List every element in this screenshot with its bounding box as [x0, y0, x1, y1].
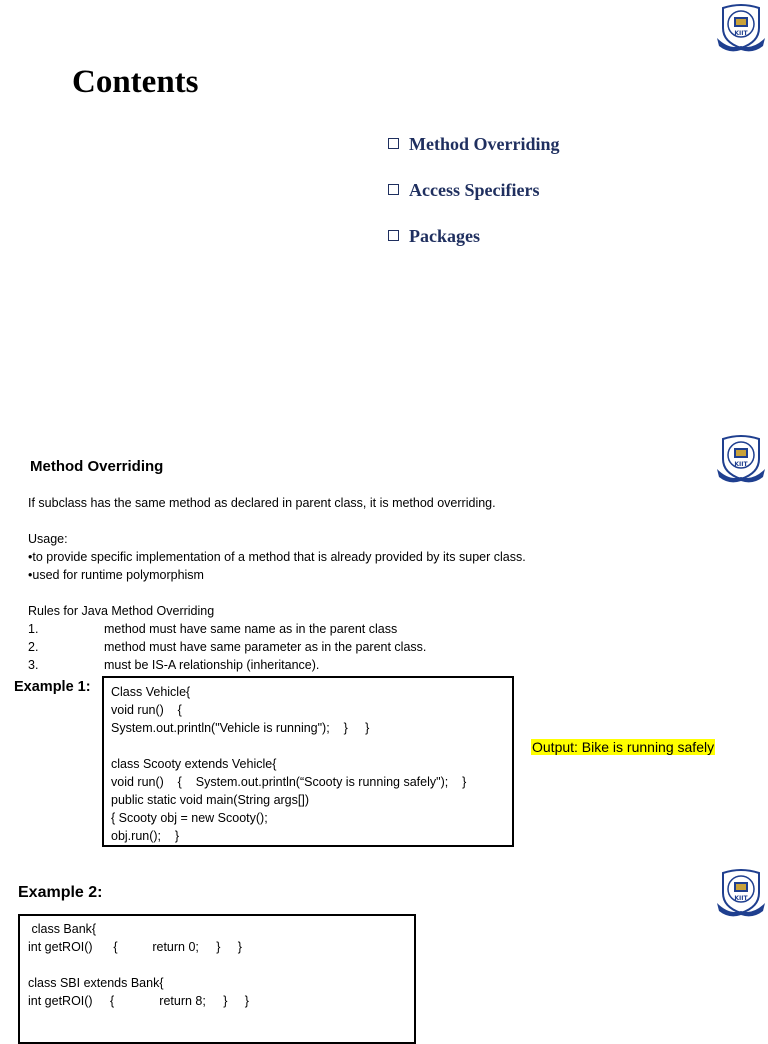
kiit-logo: [715, 2, 767, 54]
rule-text: must be IS-A relationship (inheritance).: [104, 658, 320, 672]
svg-text:KIIT: KIIT: [734, 461, 748, 468]
code-line: void run() { System.out.println(“Scooty is running safely"); }: [111, 775, 467, 789]
code-line: class Scooty extends Vehicle{: [111, 757, 277, 771]
rule-number: 1.: [28, 622, 39, 636]
contents-item[interactable]: [386, 180, 560, 226]
svg-text:KIIT: KIIT: [734, 30, 748, 37]
code-line: { Scooty obj = new Scooty();: [111, 811, 268, 825]
code-line: int getROI() { return 0; } }: [28, 940, 242, 954]
page-title: Contents: [72, 64, 199, 100]
contents-item[interactable]: [386, 226, 560, 272]
rule-number: 2.: [28, 640, 39, 654]
rule-number: 3.: [28, 658, 39, 672]
slide-method-overriding: [0, 425, 768, 855]
checkbox-bullet-icon: [388, 184, 399, 195]
contents-item-label: Access Specifiers: [409, 180, 540, 200]
intro-text: If subclass has the same method as declared in parent class, it is method overriding.: [28, 496, 496, 510]
example-label: Example 1:: [14, 679, 91, 695]
code-line: System.out.println("Vehicle is running"); } }: [111, 721, 370, 735]
rule-text: method must have same name as in the parent class: [104, 622, 398, 636]
contents-item-label: Packages: [409, 226, 480, 246]
contents-item-label: Method Overriding: [409, 134, 560, 154]
output-highlight: Output: Bike is running safely: [532, 739, 715, 755]
slide-contents: [0, 0, 768, 420]
code-box: [102, 676, 514, 847]
contents-item[interactable]: [386, 134, 560, 180]
usage-item: •to provide specific implementation of a method that is already provided by its super class.: [28, 550, 526, 564]
svg-text:KIIT: KIIT: [734, 895, 748, 902]
code-line: Class Vehicle{: [111, 685, 191, 699]
checkbox-bullet-icon: [388, 230, 399, 241]
rule-item: [28, 658, 319, 672]
code-line: void run() {: [111, 703, 182, 717]
rule-text: method must have same parameter as in the parent class.: [104, 640, 427, 654]
kiit-logo: [715, 433, 767, 485]
code-line: [111, 737, 512, 755]
code-line: class Bank{: [28, 922, 97, 936]
code-line: obj.run(); }: [111, 829, 180, 843]
contents-list: [386, 134, 560, 272]
rules-heading: Rules for Java Method Overriding: [28, 604, 215, 618]
checkbox-bullet-icon: [388, 138, 399, 149]
kiit-logo: [715, 867, 767, 919]
rule-item: [28, 622, 397, 636]
section-title: Method Overriding: [30, 458, 164, 475]
code-line: [28, 956, 414, 974]
usage-item: •used for runtime polymorphism: [28, 568, 204, 582]
code-box: [18, 914, 416, 1044]
example-label: Example 2:: [18, 884, 103, 901]
usage-heading: Usage:: [28, 532, 68, 546]
rule-item: [28, 640, 426, 654]
code-line: int getROI() { return 8; } }: [28, 994, 249, 1008]
code-line: public static void main(String args[]): [111, 793, 309, 807]
code-line: class SBI extends Bank{: [28, 976, 164, 990]
slide-example-2: [0, 860, 768, 1024]
